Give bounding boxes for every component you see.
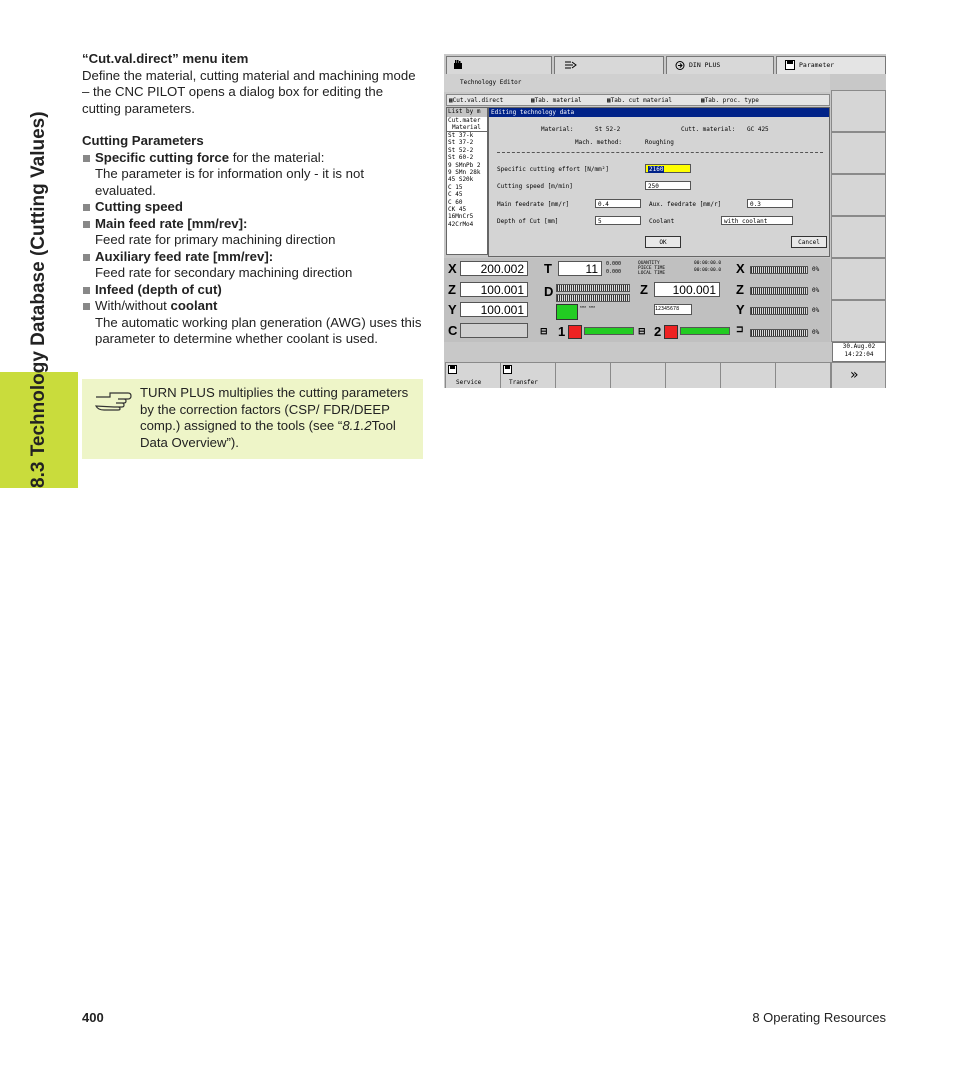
param-item: Cutting speed [82, 199, 424, 216]
pointing-hand-icon [94, 389, 132, 411]
list-col-header: Cut.mater [448, 117, 481, 124]
speed-field[interactable]: 250 [645, 181, 691, 190]
load-bar-z [750, 287, 808, 295]
material-list-item[interactable]: C 60 [448, 198, 463, 206]
service-softkey[interactable]: Service [445, 362, 501, 388]
material-list-item[interactable]: St 52-2 [448, 146, 474, 154]
coolant-label: Coolant [649, 218, 675, 225]
spec-field[interactable]: 2160 [645, 164, 691, 173]
more-softkey[interactable] [831, 362, 886, 388]
mach-value: Roughing [645, 139, 674, 146]
material-list-item[interactable]: 9 SMn 28k [448, 168, 481, 176]
menu-bar [446, 94, 830, 106]
material-list-item[interactable]: St 37-k [448, 132, 474, 139]
load-gauge [680, 327, 730, 335]
menu-desc: Define the material, cutting material and machining mode – the CNC PILOT opens a dialog box for editing the cutting parameters. [82, 67, 416, 116]
tool-number: 11 [558, 261, 602, 276]
text-column [82, 51, 424, 348]
material-list-item[interactable]: C 45 [448, 191, 463, 199]
tool-label: T [544, 261, 552, 276]
param-detail: Feed rate for secondary machining direction [95, 265, 353, 280]
hand-icon [453, 60, 463, 70]
tool-val: 0.000 [606, 269, 622, 275]
note-text: TURN PLUS multiplies the cutting parameters by the correction factors (CSP/ FDR/DEEP comp.) assigned to the tools (see “8.1.2Tool Data Overview”). [140, 385, 409, 450]
datetime [832, 342, 886, 362]
mainfeed-field[interactable]: 0.4 [595, 199, 641, 208]
spindle-icon: ⊟ [638, 326, 646, 336]
softkey[interactable] [831, 216, 886, 258]
params-heading: Cutting Parameters [82, 133, 204, 148]
load-pct: 0% [812, 329, 820, 336]
dialog-title: Editing technology data [489, 108, 829, 117]
transfer-softkey[interactable]: Transfer [500, 362, 556, 388]
counter-val: 00:00:00.0 [694, 268, 722, 273]
page-number: 400 [82, 1010, 104, 1025]
softkey[interactable] [831, 174, 886, 216]
tab-program[interactable] [554, 56, 664, 75]
app-header [444, 74, 830, 92]
softkey[interactable] [555, 362, 611, 388]
chapter-title-strip [0, 0, 78, 488]
tab-din-plus[interactable]: DIN PLUS [666, 56, 774, 75]
pos-y: 100.001 [460, 302, 528, 317]
alarm-icon [664, 325, 678, 339]
chevron-right-icon: » [850, 367, 859, 383]
pos-x: 200.002 [460, 261, 528, 276]
d-label: D [544, 284, 554, 299]
load-pct: 0% [812, 266, 820, 273]
tool-val: 0.000 [606, 261, 622, 267]
counter-block: QUANTITY PIECE TIME LOCAL TIME [638, 261, 666, 276]
date: 30.Aug.02 [842, 343, 876, 350]
material-list-item[interactable]: 42CrMo4 [448, 220, 474, 228]
param-item: With/without coolant [82, 298, 424, 315]
material-list-item[interactable]: C 15 [448, 183, 463, 191]
cutmat-label: Cutt. material: [681, 126, 736, 133]
spindle-icon: ⊟ [540, 326, 548, 336]
softkey[interactable] [665, 362, 721, 388]
param-detail: The parameter is for information only - it is not evaluated. [95, 166, 364, 198]
machine-display [444, 258, 830, 342]
pos-z: 100.001 [460, 282, 528, 297]
disk-icon [503, 365, 512, 374]
mainfeed-label: Main feedrate [mm/r] [497, 201, 570, 208]
material-list-item[interactable]: 9 SMnPb 2 [448, 161, 481, 169]
spec-label: Specific cutting effort [N/mm²] [497, 166, 609, 173]
axis-y-label: Y [448, 302, 457, 317]
param-item: Infeed (depth of cut) [82, 282, 424, 299]
pos-z2: 100.001 [654, 282, 720, 297]
menu-tab-material[interactable]: ▦Tab. material [531, 97, 582, 104]
chapter-title: 8.3 Technology Database (Cutting Values) [28, 111, 49, 488]
footer-chapter: 8 Operating Resources [752, 1010, 886, 1025]
softkey[interactable] [831, 258, 886, 300]
cutmat-value: GC 425 [747, 126, 769, 133]
softkey[interactable] [831, 132, 886, 174]
slot1: 1 [558, 324, 566, 339]
disk-icon [448, 365, 457, 374]
coolant-select[interactable]: with coolant [721, 216, 793, 225]
material-label: Material: [541, 126, 574, 133]
depth-field[interactable]: 5 [595, 216, 641, 225]
param-detail: The automatic working plan generation (AWG) uses this parameter to determine whether coolant is used. [95, 314, 422, 346]
load-bar-s [750, 329, 808, 337]
material-list-item[interactable]: St 37-2 [448, 139, 474, 147]
axis-z-label: Z [448, 282, 456, 297]
feed-gauge-icon [556, 304, 578, 320]
material-list-item[interactable]: 45 S20k [448, 176, 474, 184]
d-indicator [556, 294, 630, 302]
load-z-label: Z [736, 282, 744, 297]
cancel-button[interactable]: Cancel [791, 236, 827, 248]
spindle-icon: ⊐ [736, 324, 744, 334]
time: 14:22:04 [844, 351, 874, 358]
auxfeed-field[interactable]: 0.3 [747, 199, 793, 208]
load-pct: 0% [812, 287, 820, 294]
softkey[interactable] [831, 90, 886, 132]
mach-label: Mach. method: [575, 139, 622, 146]
softkey[interactable] [775, 362, 831, 388]
app-title: Technology Editor [460, 79, 522, 86]
tab-machine[interactable] [446, 56, 552, 75]
material-list-item[interactable]: CK 45 [448, 205, 467, 213]
alarm-icon [568, 325, 582, 339]
load-bar-x [750, 266, 808, 274]
param-item: Auxiliary feed rate [mm/rev]: [82, 249, 424, 266]
param-item: Specific cutting force for the material: [82, 150, 424, 167]
pos-c [460, 323, 528, 338]
softkey[interactable] [831, 300, 886, 342]
slot2: 2 [654, 324, 662, 339]
load-y-label: Y [736, 302, 745, 317]
edit-dialog [488, 107, 830, 257]
menu-tab-cut-material[interactable]: ▦Tab. cut material [607, 97, 673, 104]
menu-cut-val-direct[interactable]: ▦Cut.val.direct [449, 97, 504, 104]
disk-icon [785, 60, 795, 70]
divider [497, 152, 823, 153]
ok-button[interactable]: OK [645, 236, 681, 248]
load-gauge [584, 327, 634, 335]
menu-heading: “Cut.val.direct” menu item [82, 51, 249, 66]
menu-tab-proc-type[interactable]: ▦Tab. proc. type [701, 97, 759, 104]
load-x-label: X [736, 261, 745, 276]
param-item: Main feed rate [mm/rev]: [82, 216, 424, 233]
din-icon [675, 61, 685, 70]
program-arrow-icon [565, 61, 577, 69]
material-value: St 52-2 [595, 126, 621, 133]
tab-parameter[interactable]: Parameter [776, 56, 886, 74]
softkey[interactable] [720, 362, 776, 388]
speed-label: Cutting speed [m/min] [497, 183, 573, 190]
softkey[interactable] [610, 362, 666, 388]
feed-indicator: ▭▭ ▭▭ [580, 304, 596, 310]
counter-val: 00:00:00.0 [694, 261, 722, 266]
depth-label: Depth of Cut [mm] [497, 218, 559, 225]
list-col-header: Material [447, 124, 487, 132]
list-title: List by m [447, 108, 487, 117]
material-list[interactable] [446, 107, 488, 255]
param-detail: Feed rate for primary machining direction [95, 232, 336, 247]
program-code: 12345678 [654, 304, 692, 315]
d-indicator [556, 284, 630, 292]
material-list-item[interactable]: St 60-2 [448, 154, 474, 162]
auxfeed-label: Aux. feedrate [mm/r] [649, 201, 722, 208]
cnc-screenshot [444, 54, 886, 388]
load-bar-y [750, 307, 808, 315]
axis-x-label: X [448, 261, 457, 276]
load-pct: 0% [812, 307, 820, 314]
material-list-item[interactable]: 16MnCr5 [448, 213, 474, 221]
note-box [82, 379, 423, 459]
axis-z2-label: Z [640, 282, 648, 297]
axis-c-label: C [448, 323, 458, 338]
